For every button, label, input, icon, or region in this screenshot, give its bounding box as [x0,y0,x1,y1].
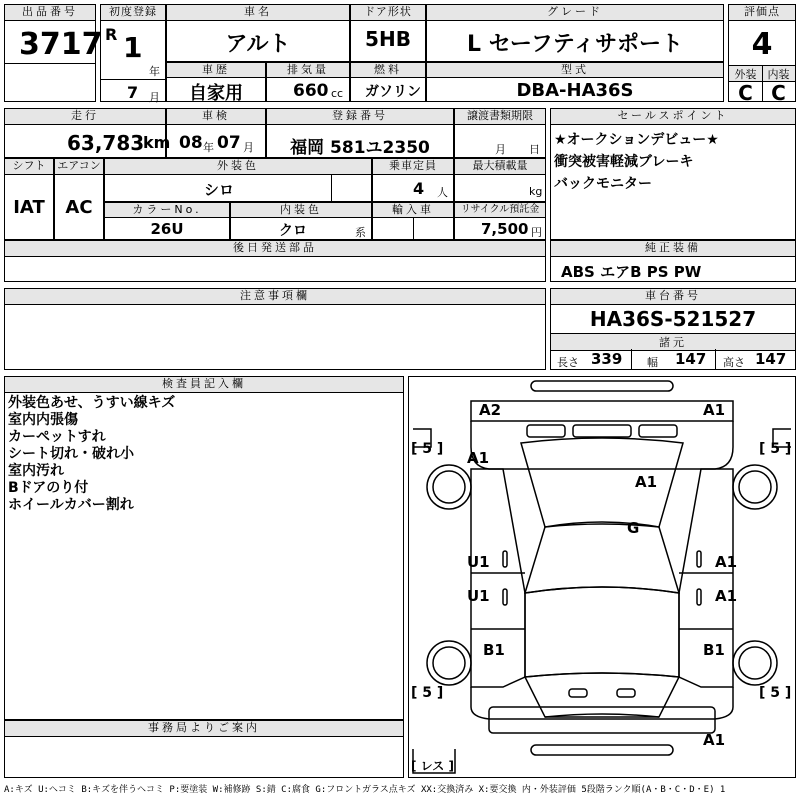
displacement-box [266,62,350,102]
chassis-label: 車台番号 [551,289,795,305]
caution-box [4,288,546,370]
grade-box [426,4,724,62]
month-unit: 月 [149,91,160,104]
length-label: 長さ [557,356,579,369]
damage-door-front-left: U1 [467,553,490,571]
spare-tire: [ レス ] [411,759,454,773]
first-registration-box [100,4,166,102]
office-notice-box [4,720,404,778]
equipment-label: 純正装備 [551,241,795,257]
registration-box [266,108,454,158]
damage-diagram-box [408,376,796,778]
height: 147 [755,350,787,368]
equipment-box [550,240,796,282]
int-color-suffix: 系 [355,226,366,239]
equipment: ABS エアB PS PW [561,263,702,281]
length: 339 [591,350,623,368]
deadline-box [454,108,546,158]
inspector-note: カーペットすれ [8,429,106,445]
width-label: 幅 [647,356,658,369]
door-box [350,4,426,62]
lot-number-label: 出品番号 [5,5,95,21]
sales-point: 衝突被害軽減ブレーキ [554,154,694,170]
height-label: 高さ [723,356,745,369]
recycle-box [454,202,546,240]
capacity: 4 [413,179,425,198]
shift-box [4,158,54,240]
int-color: クロ [279,223,307,239]
later-parts-box [4,240,546,282]
score-label: 評価点 [729,5,795,21]
color-no: 26U [150,220,184,238]
inspector-note: Bドアのり付 [8,480,89,496]
import-label: 輸入車 [373,203,453,218]
aircon: AC [65,197,93,218]
history-box [166,62,266,102]
damage-front-left: A2 [479,401,502,419]
mileage: 63,783 [67,131,145,155]
max-load-unit: kg [529,185,543,198]
aircon-box [54,158,104,240]
tire-rear-left: [ 5 ] [411,685,444,701]
shift-label: シフト [5,159,53,175]
door-type: 5HB [365,27,411,51]
inspector-notes-box [4,376,404,720]
exterior-label: 外装 [729,66,762,82]
car-name: アルト [225,32,291,57]
registration-label: 登録番号 [267,109,453,125]
capacity-label: 乗車定員 [373,159,453,175]
inspection-month-unit: 月 [243,141,254,154]
inspector-note: 外装色あせ、うすい線キズ [8,395,176,411]
era: R [105,25,118,44]
lot-number: 3717 [19,27,103,62]
sales-points-label: セールスポイント [551,109,795,125]
capacity-box [372,158,454,202]
displacement: 660 [293,81,329,101]
fuel-box [350,62,426,102]
width: 147 [675,350,707,368]
model: DBA-HA36S [516,80,634,101]
damage-rear-fender-left: B1 [483,641,505,659]
damage-bonnet: A1 [635,473,658,491]
tire-rear-right: [ 5 ] [759,685,792,701]
sales-point: バックモニター [554,176,652,192]
damage-door-rear-left: U1 [467,587,490,605]
max-load-box [454,158,546,202]
max-load-label: 最大積載量 [455,159,545,175]
damage-rear-fender-right: B1 [703,641,725,659]
mileage-unit: km [143,133,171,152]
lot-number-box [4,4,103,102]
ext-color-label: 外装色 [105,159,371,175]
office-notice-label: 事務局よりご案内 [5,721,403,737]
deadline-month-unit: 月 [495,143,506,156]
interior-label: 内装 [762,66,795,82]
caution-label: 注意事項欄 [5,289,545,305]
car-outline [409,377,795,777]
shift: IAT [13,197,45,218]
tire-front-left: [ 5 ] [411,441,444,457]
inspector-notes-label: 検査員記入欄 [5,377,403,393]
displacement-unit: cc [331,87,344,100]
first-reg-month: 7 [127,83,139,102]
car-name-label: 車名 [167,5,349,21]
deadline-day-unit: 日 [529,143,540,156]
inspection-box [166,108,266,158]
inspector-note: シート切れ・破れ小 [8,446,134,462]
inspector-note: ホイールカバー割れ [8,497,134,513]
color-no-label: カラーNo. [105,203,229,218]
int-color-box [230,202,372,240]
inspection-year: 08 [179,133,203,153]
grade: L セーフティサポート [467,32,683,57]
int-color-label: 内装色 [231,203,371,218]
model-label: 型式 [427,63,723,78]
chassis-number: HA36S-521527 [589,307,757,331]
door-label: ドア形状 [351,5,425,21]
specs-label: 諸元 [551,334,795,351]
mileage-label: 走行 [5,109,165,125]
later-parts-label: 後日発送部品 [5,241,545,257]
capacity-unit: 人 [437,186,448,199]
sales-point: ★オークションデビュー★ [554,132,719,148]
recycle: 7,500 [481,220,529,238]
car-name-box [166,4,350,62]
mileage-box [4,108,171,158]
score: 4 [751,27,773,62]
registration-number: 福岡 581ユ2350 [290,138,430,158]
fuel-label: 燃料 [351,63,425,78]
fuel: ガソリン [365,84,421,100]
inspector-note: 室内汚れ [8,463,64,479]
color-no-box [104,202,230,240]
first-reg-year: 1 [123,31,143,64]
damage-windshield: G [627,519,640,537]
history-label: 車歴 [167,63,265,78]
legend: A:キズ U:ヘコミ B:キズを伴うヘコミ P:要塗装 W:補修跡 S:錆 C:腐食 G:フロントガラス点キズ XX:交換済み X:要交換 内・外装評価 5段階ランク順(A・B・C・D・E) 1 [4,785,726,795]
first-registration-label: 初度登録 [101,5,165,21]
damage-door-rear-right: A1 [715,587,738,605]
inspection-month: 07 [217,133,241,153]
score-box [728,4,796,105]
import-box [372,202,454,240]
damage-front-right: A1 [703,401,726,419]
aircon-label: エアコン [55,159,103,175]
tire-front-right: [ 5 ] [759,441,792,457]
deadline-label: 譲渡書類期限 [455,109,545,125]
damage-door-front-right: A1 [715,553,738,571]
inspector-note: 室内内張傷 [8,412,78,428]
model-box [426,62,724,102]
sales-points-box [550,108,796,240]
recycle-label: リサイクル預託金 [455,203,545,218]
exterior-score: C [738,81,753,105]
history: 自家用 [189,83,243,104]
grade-label: グレード [427,5,723,21]
year-unit: 年 [149,65,160,78]
displacement-label: 排気量 [267,63,349,78]
damage-rear-bumper: A1 [703,731,726,749]
ext-color: シロ [203,181,234,199]
inspection-year-unit: 年 [203,141,214,154]
damage-fender-left: A1 [467,449,490,467]
ext-color-box [104,158,372,202]
recycle-unit: 円 [531,226,542,239]
inspection-label: 車検 [167,109,265,125]
interior-score: C [771,81,786,105]
chassis-box [550,288,796,370]
